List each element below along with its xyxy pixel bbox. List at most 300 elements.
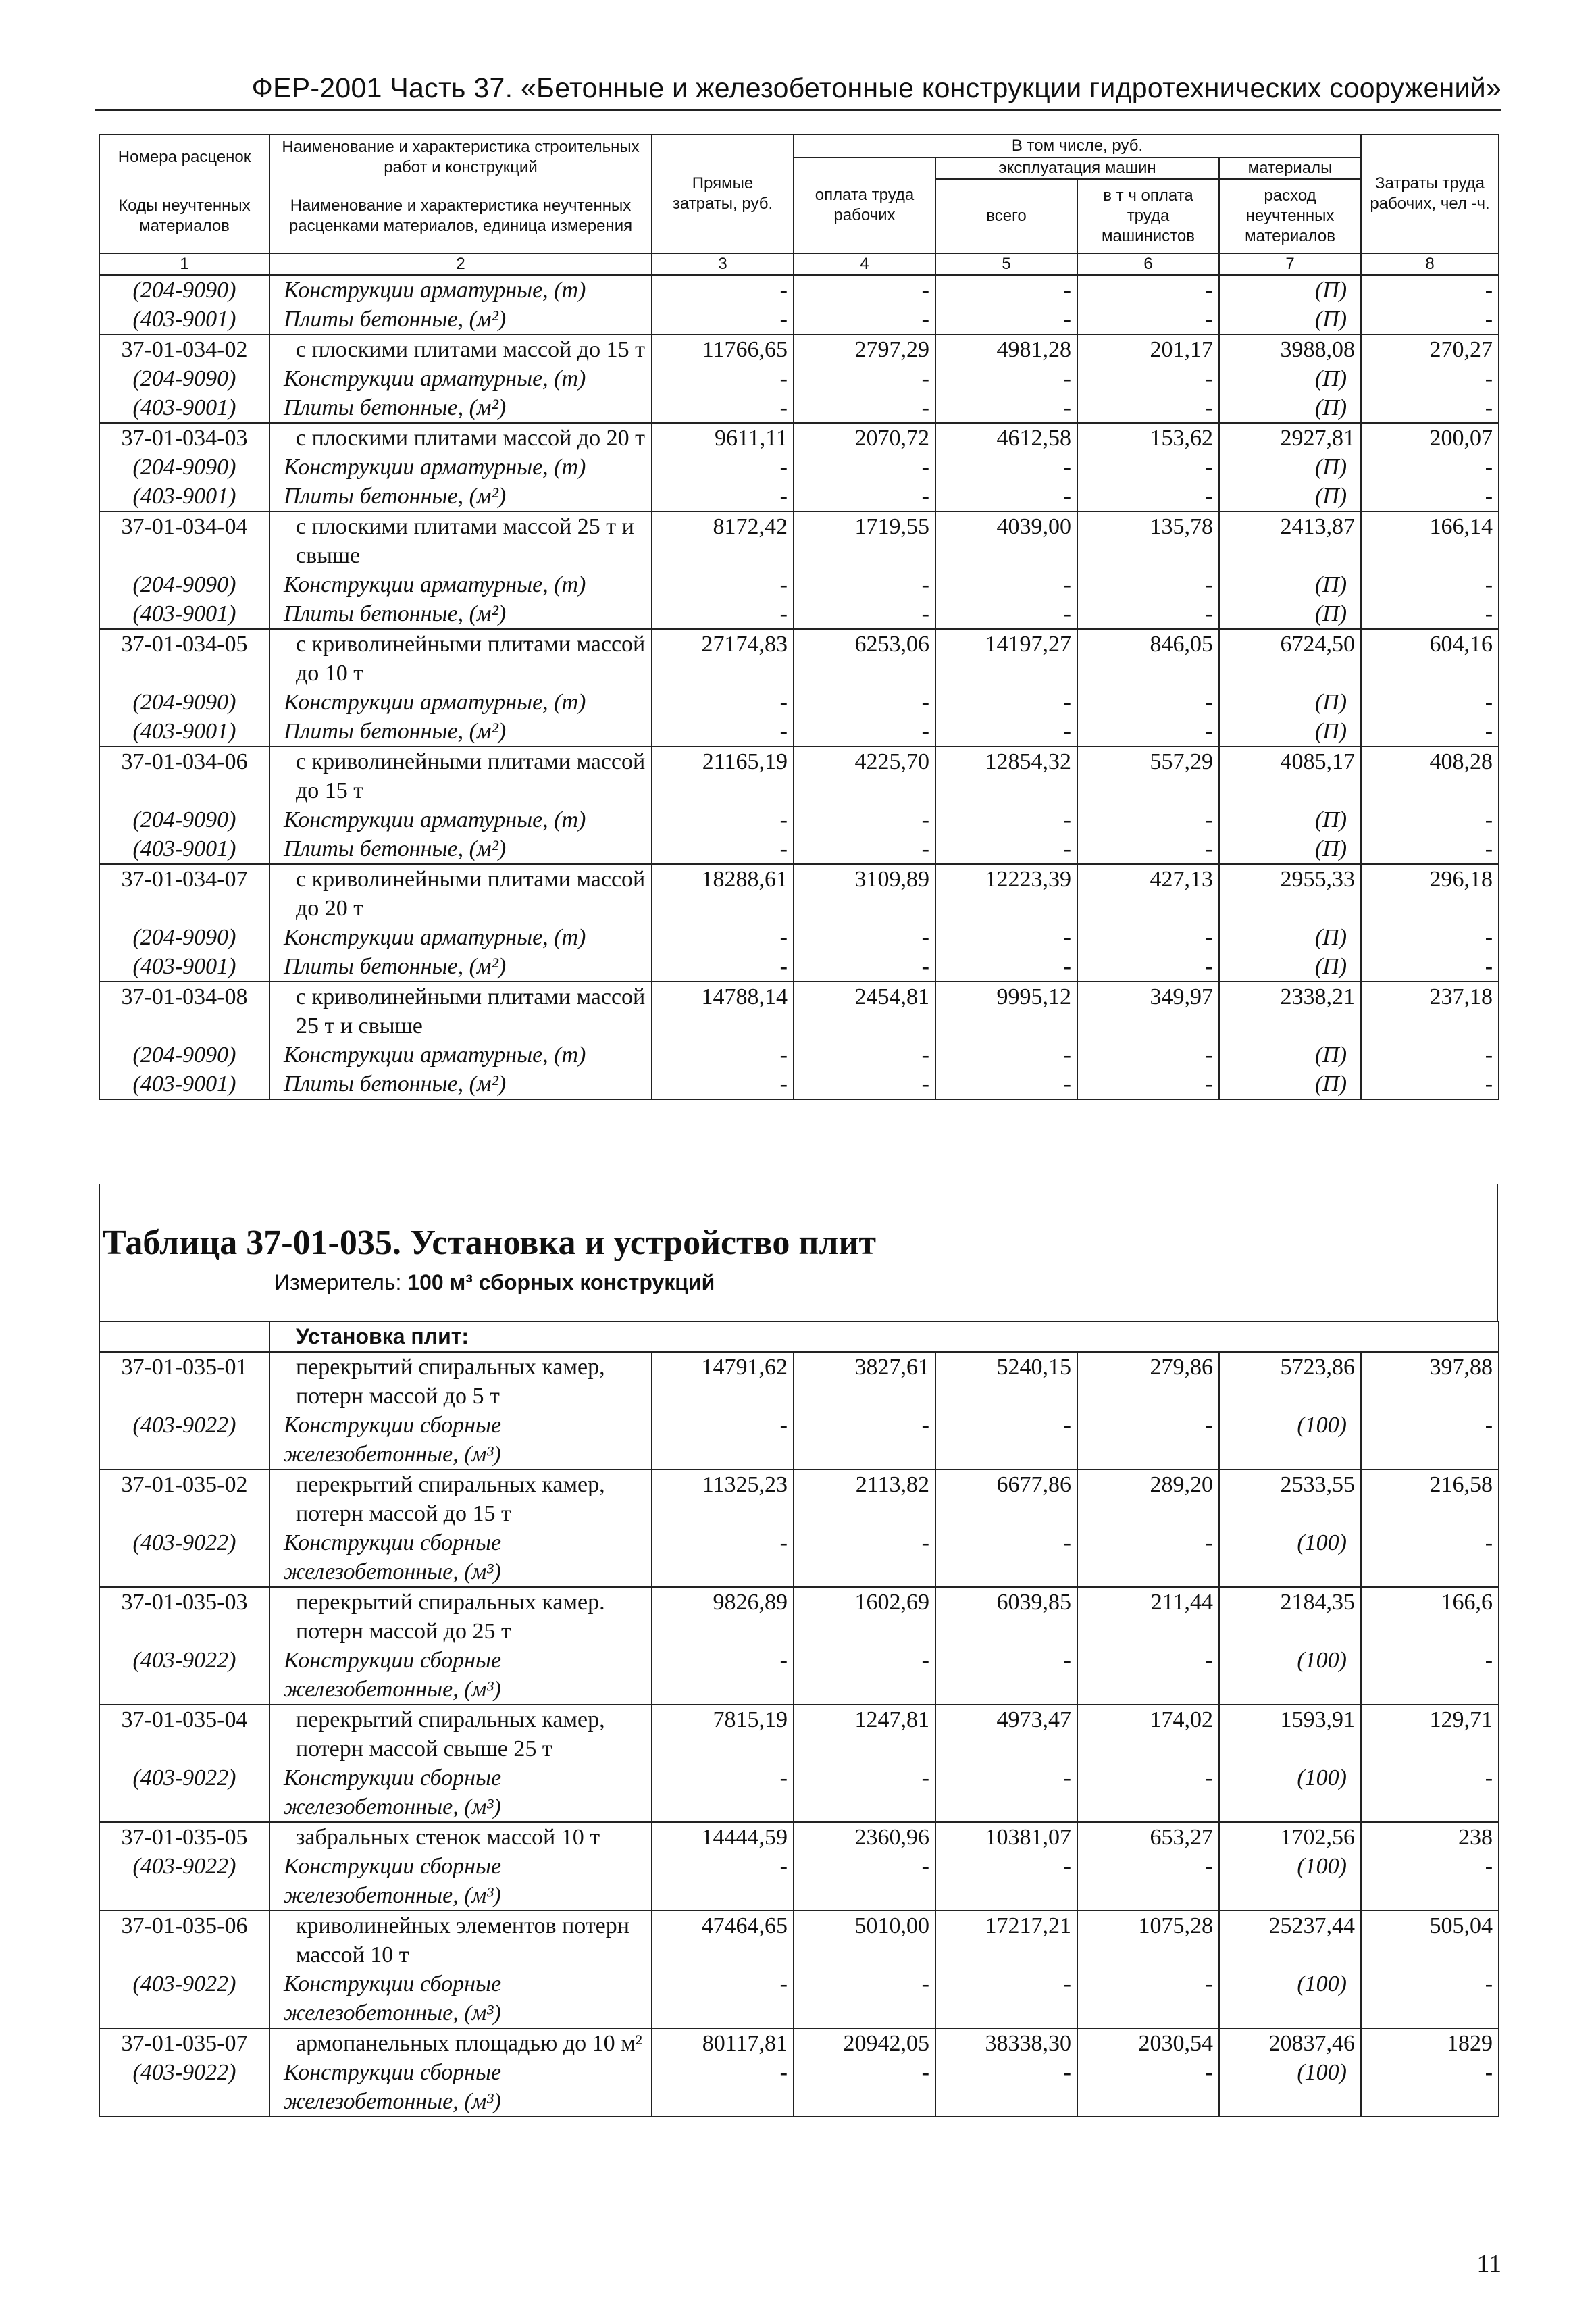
direct-costs: - <box>652 275 794 305</box>
direct-costs: 80117,81 <box>652 2028 794 2058</box>
worker-pay: - <box>794 482 935 511</box>
operator-pay: 174,02 <box>1077 1705 1219 1763</box>
machines-total: - <box>935 1040 1077 1070</box>
worker-pay: - <box>794 1040 935 1070</box>
materials-consumption: (П) <box>1219 599 1361 629</box>
direct-costs: 21165,19 <box>652 747 794 805</box>
col-materials-consumption-header: расход неучтенных материалов <box>1219 179 1361 253</box>
machines-total: - <box>935 1528 1077 1587</box>
materials-consumption: (П) <box>1219 717 1361 747</box>
direct-costs: - <box>652 834 794 864</box>
machines-total: - <box>935 1070 1077 1099</box>
worker-pay: - <box>794 805 935 834</box>
rate-code: 37-01-035-03 <box>99 1587 269 1646</box>
machines-total: - <box>935 1646 1077 1705</box>
col-machines-header: эксплуатация машин <box>935 157 1219 179</box>
machines-total: 14197,27 <box>935 629 1077 688</box>
column-numbers-row <box>99 253 1499 275</box>
material-row <box>99 923 1499 952</box>
labor-hours: - <box>1361 1528 1499 1587</box>
material-row <box>99 482 1499 511</box>
col-operator-pay-header: в т ч оплата труда машинистов <box>1077 179 1219 253</box>
materials-consumption: (100) <box>1219 1763 1361 1822</box>
materials-consumption: (П) <box>1219 482 1361 511</box>
machines-total: - <box>935 1969 1077 2028</box>
operator-pay: - <box>1077 2058 1219 2117</box>
table-035-body <box>99 1322 1499 2117</box>
work-name: забральных стенок массой 10 т <box>269 1822 652 1852</box>
direct-costs: 7815,19 <box>652 1705 794 1763</box>
operator-pay: - <box>1077 364 1219 393</box>
materials-consumption: (П) <box>1219 834 1361 864</box>
material-code: (204-9090) <box>99 570 269 599</box>
material-code: (204-9090) <box>99 453 269 482</box>
direct-costs: 18288,61 <box>652 864 794 923</box>
material-name: Плиты бетонные, (м²) <box>269 599 652 629</box>
col-labor-hours-header: Затраты труда рабочих, чел -ч. <box>1361 134 1499 253</box>
operator-pay: - <box>1077 393 1219 423</box>
direct-costs: 11766,65 <box>652 334 794 364</box>
machines-total: - <box>935 482 1077 511</box>
operator-pay: 279,86 <box>1077 1352 1219 1411</box>
materials-consumption: 2533,55 <box>1219 1469 1361 1528</box>
operator-pay: - <box>1077 482 1219 511</box>
machines-total: 4039,00 <box>935 511 1077 570</box>
machines-total: 5240,15 <box>935 1352 1077 1411</box>
materials-consumption: 6724,50 <box>1219 629 1361 688</box>
material-name: Конструкции арматурные, (т) <box>269 923 652 952</box>
machines-total: - <box>935 923 1077 952</box>
worker-pay: - <box>794 393 935 423</box>
machines-total: - <box>935 2058 1077 2117</box>
col-material-name-header: Наименование и характеристика неучтенных расценками материалов, единица измерения <box>269 179 652 253</box>
operator-pay: - <box>1077 1969 1219 2028</box>
operator-pay: 1075,28 <box>1077 1911 1219 1969</box>
materials-consumption: 2184,35 <box>1219 1587 1361 1646</box>
direct-costs: 14791,62 <box>652 1352 794 1411</box>
col-machines-total-header: всего <box>935 179 1077 253</box>
col-material-codes-header: Коды неучтенных материалов <box>99 179 269 253</box>
material-name: Плиты бетонные, (м²) <box>269 393 652 423</box>
rate-row <box>99 1587 1499 1646</box>
labor-hours: - <box>1361 482 1499 511</box>
worker-pay: 6253,06 <box>794 629 935 688</box>
work-name: с криволинейными плитами массой 25 т и свыше <box>269 982 652 1040</box>
direct-costs: 8172,42 <box>652 511 794 570</box>
material-row <box>99 305 1499 334</box>
worker-pay: - <box>794 1852 935 1911</box>
col-number: 3 <box>652 253 794 275</box>
section-title: Установка плит: <box>269 1322 652 1352</box>
labor-hours: - <box>1361 453 1499 482</box>
machines-total: - <box>935 1411 1077 1469</box>
materials-consumption: 5723,86 <box>1219 1352 1361 1411</box>
direct-costs: - <box>652 482 794 511</box>
work-name: перекрытий спиральных камер. потерн массой до 25 т <box>269 1587 652 1646</box>
col-number: 6 <box>1077 253 1219 275</box>
labor-hours: 166,14 <box>1361 511 1499 570</box>
operator-pay: 135,78 <box>1077 511 1219 570</box>
col-worker-pay-header: оплата труда рабочих <box>794 157 935 253</box>
rate-row <box>99 2028 1499 2058</box>
worker-pay: 20942,05 <box>794 2028 935 2058</box>
rate-code: 37-01-034-06 <box>99 747 269 805</box>
rate-code: 37-01-035-01 <box>99 1352 269 1411</box>
direct-costs: - <box>652 1070 794 1099</box>
material-name: Конструкции сборные железобетонные, (м³) <box>269 1646 652 1705</box>
operator-pay: - <box>1077 923 1219 952</box>
material-row <box>99 1070 1499 1099</box>
materials-consumption: (100) <box>1219 1852 1361 1911</box>
labor-hours: 1829 <box>1361 2028 1499 2058</box>
machines-total: - <box>935 599 1077 629</box>
direct-costs: - <box>652 1852 794 1911</box>
material-row <box>99 2058 1499 2117</box>
material-name: Конструкции сборные железобетонные, (м³) <box>269 1763 652 1822</box>
rate-row <box>99 1352 1499 1411</box>
table-035-measure <box>274 1270 715 1295</box>
direct-costs: 14444,59 <box>652 1822 794 1852</box>
material-row <box>99 1852 1499 1911</box>
materials-consumption: (П) <box>1219 1070 1361 1099</box>
labor-hours: - <box>1361 1969 1499 2028</box>
direct-costs: - <box>652 1040 794 1070</box>
operator-pay: - <box>1077 717 1219 747</box>
materials-consumption: 4085,17 <box>1219 747 1361 805</box>
rate-row <box>99 334 1499 364</box>
rate-row <box>99 982 1499 1040</box>
material-name: Конструкции арматурные, (т) <box>269 805 652 834</box>
material-code: (204-9090) <box>99 688 269 717</box>
direct-costs: - <box>652 305 794 334</box>
machines-total: 12854,32 <box>935 747 1077 805</box>
material-name: Плиты бетонные, (м²) <box>269 952 652 982</box>
worker-pay: - <box>794 305 935 334</box>
direct-costs: - <box>652 1646 794 1705</box>
material-code: (403-9001) <box>99 717 269 747</box>
machines-total: 17217,21 <box>935 1911 1077 1969</box>
worker-pay: - <box>794 453 935 482</box>
material-code: (403-9022) <box>99 2058 269 2117</box>
labor-hours: - <box>1361 952 1499 982</box>
material-name: Конструкции арматурные, (т) <box>269 364 652 393</box>
labor-hours: 505,04 <box>1361 1911 1499 1969</box>
direct-costs: - <box>652 393 794 423</box>
material-name: Конструкции арматурные, (т) <box>269 570 652 599</box>
worker-pay: 1247,81 <box>794 1705 935 1763</box>
direct-costs: 47464,65 <box>652 1911 794 1969</box>
material-name: Конструкции арматурные, (т) <box>269 688 652 717</box>
worker-pay: 3109,89 <box>794 864 935 923</box>
machines-total: - <box>935 688 1077 717</box>
col-number: 1 <box>99 253 269 275</box>
machines-total: - <box>935 805 1077 834</box>
table-034-body <box>99 275 1499 1099</box>
labor-hours: 129,71 <box>1361 1705 1499 1763</box>
rate-row <box>99 1911 1499 1969</box>
rate-row <box>99 1469 1499 1528</box>
rate-code: 37-01-034-07 <box>99 864 269 923</box>
machines-total: - <box>935 275 1077 305</box>
table-035-title: Таблица 37-01-035. Установка и устройство плит <box>103 1224 877 1262</box>
worker-pay: 5010,00 <box>794 1911 935 1969</box>
operator-pay: - <box>1077 1852 1219 1911</box>
work-name: с криволинейными плитами массой до 10 т <box>269 629 652 688</box>
labor-hours: - <box>1361 1070 1499 1099</box>
operator-pay: - <box>1077 688 1219 717</box>
rate-code: 37-01-034-03 <box>99 423 269 453</box>
rate-row <box>99 864 1499 923</box>
worker-pay: 2797,29 <box>794 334 935 364</box>
material-name: Конструкции сборные железобетонные, (м³) <box>269 1969 652 2028</box>
material-code: (204-9090) <box>99 364 269 393</box>
machines-total: - <box>935 952 1077 982</box>
work-name: криволинейных элементов потерн массой 10 т <box>269 1911 652 1969</box>
material-row <box>99 688 1499 717</box>
materials-consumption: (П) <box>1219 275 1361 305</box>
materials-consumption: (П) <box>1219 393 1361 423</box>
direct-costs: 11325,23 <box>652 1469 794 1528</box>
worker-pay: - <box>794 834 935 864</box>
labor-hours: 216,58 <box>1361 1469 1499 1528</box>
labor-hours: - <box>1361 1646 1499 1705</box>
rate-code: 37-01-034-08 <box>99 982 269 1040</box>
materials-consumption: (П) <box>1219 805 1361 834</box>
col-work-name-header: Наименование и характеристика строительных работ и конструкций <box>269 134 652 179</box>
labor-hours: - <box>1361 717 1499 747</box>
material-code: (403-9001) <box>99 393 269 423</box>
labor-hours: 166,6 <box>1361 1587 1499 1646</box>
direct-costs: - <box>652 453 794 482</box>
direct-costs: - <box>652 923 794 952</box>
direct-costs: - <box>652 1969 794 2028</box>
material-name: Конструкции арматурные, (т) <box>269 275 652 305</box>
material-code: (403-9022) <box>99 1411 269 1469</box>
materials-consumption: (П) <box>1219 1040 1361 1070</box>
materials-consumption: 1702,56 <box>1219 1822 1361 1852</box>
material-row <box>99 1528 1499 1587</box>
material-code: (403-9022) <box>99 1969 269 2028</box>
material-row <box>99 805 1499 834</box>
material-code: (403-9001) <box>99 305 269 334</box>
col-number: 2 <box>269 253 652 275</box>
direct-costs: 9826,89 <box>652 1587 794 1646</box>
table-035-caption <box>99 1184 1498 1321</box>
material-name: Плиты бетонные, (м²) <box>269 717 652 747</box>
operator-pay: - <box>1077 834 1219 864</box>
materials-consumption: (П) <box>1219 364 1361 393</box>
col-number: 4 <box>794 253 935 275</box>
operator-pay: - <box>1077 1763 1219 1822</box>
operator-pay: 289,20 <box>1077 1469 1219 1528</box>
material-code: (403-9001) <box>99 834 269 864</box>
operator-pay: - <box>1077 570 1219 599</box>
rate-row <box>99 747 1499 805</box>
worker-pay: - <box>794 717 935 747</box>
labor-hours: 604,16 <box>1361 629 1499 688</box>
material-code: (403-9022) <box>99 1528 269 1587</box>
materials-consumption: (П) <box>1219 923 1361 952</box>
rate-code: 37-01-035-02 <box>99 1469 269 1528</box>
labor-hours: - <box>1361 923 1499 952</box>
material-code: (403-9001) <box>99 482 269 511</box>
worker-pay: 1602,69 <box>794 1587 935 1646</box>
direct-costs: - <box>652 599 794 629</box>
machines-total: 4612,58 <box>935 423 1077 453</box>
machines-total: 12223,39 <box>935 864 1077 923</box>
material-name: Конструкции арматурные, (т) <box>269 1040 652 1070</box>
material-name: Конструкции сборные железобетонные, (м³) <box>269 1411 652 1469</box>
material-name: Конструкции сборные железобетонные, (м³) <box>269 1852 652 1911</box>
operator-pay: 201,17 <box>1077 334 1219 364</box>
direct-costs: - <box>652 952 794 982</box>
material-name: Конструкции сборные железобетонные, (м³) <box>269 1528 652 1587</box>
material-code: (403-9022) <box>99 1646 269 1705</box>
material-code: (204-9090) <box>99 923 269 952</box>
operator-pay: - <box>1077 305 1219 334</box>
operator-pay: 349,97 <box>1077 982 1219 1040</box>
work-name: с криволинейными плитами массой до 15 т <box>269 747 652 805</box>
worker-pay: - <box>794 275 935 305</box>
machines-total: 6677,86 <box>935 1469 1077 1528</box>
col-materials-group-header: материалы <box>1219 157 1361 179</box>
labor-hours: - <box>1361 688 1499 717</box>
operator-pay: 2030,54 <box>1077 2028 1219 2058</box>
labor-hours: - <box>1361 570 1499 599</box>
operator-pay: 211,44 <box>1077 1587 1219 1646</box>
labor-hours: 200,07 <box>1361 423 1499 453</box>
direct-costs: - <box>652 1528 794 1587</box>
direct-costs: - <box>652 805 794 834</box>
rate-code: 37-01-035-04 <box>99 1705 269 1763</box>
direct-costs: - <box>652 1763 794 1822</box>
operator-pay: - <box>1077 1646 1219 1705</box>
rate-code: 37-01-035-06 <box>99 1911 269 1969</box>
material-row <box>99 717 1499 747</box>
material-name: Конструкции сборные железобетонные, (м³) <box>269 2058 652 2117</box>
operator-pay: - <box>1077 1040 1219 1070</box>
material-code: (204-9090) <box>99 1040 269 1070</box>
materials-consumption: (100) <box>1219 1969 1361 2028</box>
worker-pay: - <box>794 923 935 952</box>
labor-hours: - <box>1361 805 1499 834</box>
material-row <box>99 1763 1499 1822</box>
operator-pay: 557,29 <box>1077 747 1219 805</box>
material-name: Плиты бетонные, (м²) <box>269 834 652 864</box>
material-row <box>99 364 1499 393</box>
worker-pay: 4225,70 <box>794 747 935 805</box>
material-row <box>99 834 1499 864</box>
operator-pay: - <box>1077 1528 1219 1587</box>
material-code: (403-9022) <box>99 1763 269 1822</box>
machines-total: 4981,28 <box>935 334 1077 364</box>
page-header <box>95 62 1501 111</box>
worker-pay: - <box>794 952 935 982</box>
worker-pay: - <box>794 1070 935 1099</box>
direct-costs: - <box>652 570 794 599</box>
direct-costs: - <box>652 2058 794 2117</box>
rate-code: 37-01-034-05 <box>99 629 269 688</box>
labor-hours: - <box>1361 364 1499 393</box>
rate-row <box>99 629 1499 688</box>
col-number: 8 <box>1361 253 1499 275</box>
work-name: с плоскими плитами массой до 15 т <box>269 334 652 364</box>
direct-costs: 9611,11 <box>652 423 794 453</box>
material-row <box>99 599 1499 629</box>
material-code: (403-9001) <box>99 952 269 982</box>
machines-total: 10381,07 <box>935 1822 1077 1852</box>
material-code: (204-9090) <box>99 805 269 834</box>
document-title: ФЕР-2001 Часть 37. «Бетонные и железобетонные конструкции гидротехнических сооружений» <box>251 72 1501 103</box>
material-row <box>99 393 1499 423</box>
material-name: Плиты бетонные, (м²) <box>269 1070 652 1099</box>
materials-consumption: (100) <box>1219 1528 1361 1587</box>
work-name: с криволинейными плитами массой до 20 т <box>269 864 652 923</box>
materials-consumption: 2338,21 <box>1219 982 1361 1040</box>
operator-pay: 427,13 <box>1077 864 1219 923</box>
rate-row <box>99 423 1499 453</box>
worker-pay: 2454,81 <box>794 982 935 1040</box>
machines-total: - <box>935 834 1077 864</box>
operator-pay: - <box>1077 599 1219 629</box>
worker-pay: - <box>794 2058 935 2117</box>
labor-hours: 238 <box>1361 1822 1499 1852</box>
worker-pay: - <box>794 1528 935 1587</box>
section-row <box>99 1322 1499 1352</box>
work-name: перекрытий спиральных камер, потерн массой до 5 т <box>269 1352 652 1411</box>
measure-label: Измеритель: <box>274 1270 402 1294</box>
materials-consumption: (П) <box>1219 453 1361 482</box>
material-row <box>99 1040 1499 1070</box>
rate-row <box>99 1822 1499 1852</box>
work-name: перекрытий спиральных камер, потерн массой свыше 25 т <box>269 1705 652 1763</box>
machines-total: - <box>935 717 1077 747</box>
rate-code: 37-01-035-05 <box>99 1822 269 1852</box>
labor-hours: - <box>1361 393 1499 423</box>
material-row <box>99 570 1499 599</box>
labor-hours: - <box>1361 1852 1499 1911</box>
rate-code: 37-01-034-04 <box>99 511 269 570</box>
operator-pay: 653,27 <box>1077 1822 1219 1852</box>
machines-total: 9995,12 <box>935 982 1077 1040</box>
material-code: (403-9001) <box>99 1070 269 1099</box>
worker-pay: - <box>794 1411 935 1469</box>
materials-consumption: 25237,44 <box>1219 1911 1361 1969</box>
operator-pay: - <box>1077 805 1219 834</box>
operator-pay: - <box>1077 453 1219 482</box>
labor-hours: - <box>1361 599 1499 629</box>
materials-consumption: (П) <box>1219 688 1361 717</box>
operator-pay: - <box>1077 952 1219 982</box>
rate-code: 37-01-035-07 <box>99 2028 269 2058</box>
machines-total: - <box>935 364 1077 393</box>
material-row <box>99 453 1499 482</box>
worker-pay: - <box>794 364 935 393</box>
material-row <box>99 275 1499 305</box>
material-name: Плиты бетонные, (м²) <box>269 305 652 334</box>
work-name: с плоскими плитами массой до 20 т <box>269 423 652 453</box>
labor-hours: 408,28 <box>1361 747 1499 805</box>
rate-row <box>99 511 1499 570</box>
worker-pay: - <box>794 570 935 599</box>
work-name: с плоскими плитами массой 25 т и свыше <box>269 511 652 570</box>
machines-total: 38338,30 <box>935 2028 1077 2058</box>
operator-pay: - <box>1077 1070 1219 1099</box>
material-row <box>99 1411 1499 1469</box>
labor-hours: - <box>1361 2058 1499 2117</box>
worker-pay: - <box>794 599 935 629</box>
material-code: (204-9090) <box>99 275 269 305</box>
